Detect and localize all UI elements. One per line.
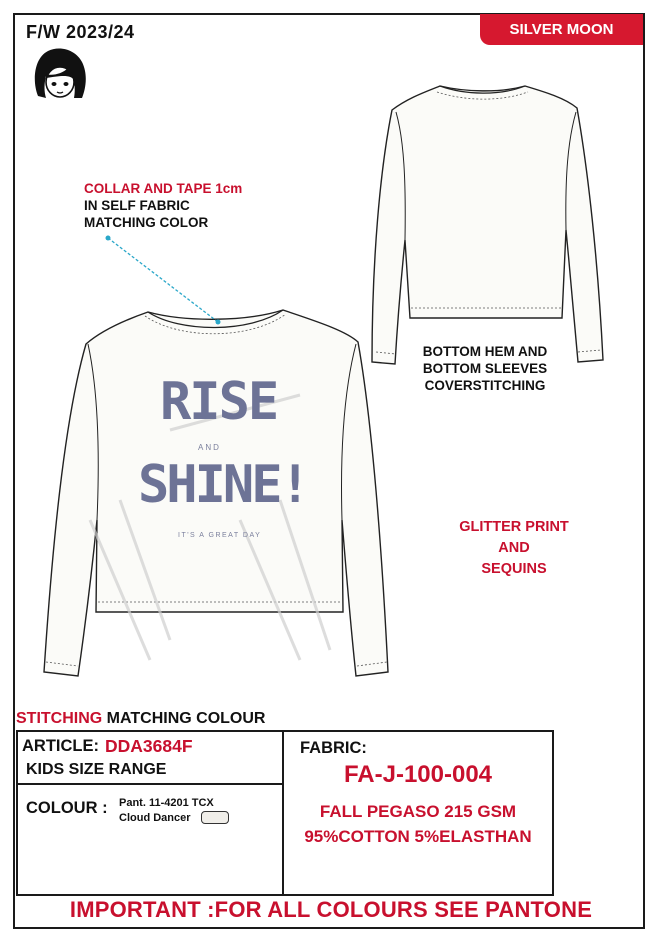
colour-swatch xyxy=(201,811,229,824)
size-range: KIDS SIZE RANGE xyxy=(26,761,167,778)
colour-label: COLOUR : xyxy=(26,799,108,817)
footer-note: IMPORTANT :FOR ALL COLOURS SEE PANTONE xyxy=(69,897,593,922)
colour-name: Cloud Dancer xyxy=(119,812,191,824)
collar-leader-line xyxy=(108,238,218,322)
print-note-line3: SEQUINS xyxy=(481,561,547,577)
collar-note-line1: COLLAR AND TAPE 1cm xyxy=(84,181,243,196)
print-note-line2: AND xyxy=(498,540,530,556)
brand-badge: SILVER MOON xyxy=(480,14,643,45)
print-word-rise: RISE xyxy=(160,372,278,432)
fabric-label: FABRIC: xyxy=(300,739,367,757)
stitching-spec xyxy=(16,710,265,728)
print-word-shine: SHINE! xyxy=(138,455,308,515)
season-label: F/W 2023/24 xyxy=(26,22,135,42)
hem-note xyxy=(414,343,556,394)
pantone-code: Pant. 11-4201 TCX xyxy=(119,797,214,809)
hem-note-line3: COVERSTITCHING xyxy=(424,378,546,393)
print-note xyxy=(440,517,588,580)
article-label: ARTICLE: xyxy=(22,737,99,755)
fabric-composition: 95%COTTON 5%ELASTHAN xyxy=(304,827,532,846)
print-tagline: IT'S A GREAT DAY xyxy=(178,532,262,539)
stitching-value: MATCHING COLOUR xyxy=(106,710,266,727)
hem-note-line1: BOTTOM HEM AND xyxy=(422,344,548,359)
stitching-label: STITCHING xyxy=(16,710,103,727)
collar-note xyxy=(84,180,242,231)
fabric-name: FALL PEGASO 215 GSM xyxy=(319,802,517,821)
collar-note-line2: IN SELF FABRIC xyxy=(84,198,190,213)
print-note-line1: GLITTER PRINT xyxy=(459,519,569,535)
fabric-code: FA-J-100-004 xyxy=(343,761,493,788)
print-word-and: AND xyxy=(198,443,221,452)
back-view-shirt xyxy=(372,86,603,364)
hem-note-line2: BOTTOM SLEEVES xyxy=(422,361,548,376)
article-code: DDA3684F xyxy=(105,736,193,756)
collar-note-line3: MATCHING COLOR xyxy=(84,215,209,230)
